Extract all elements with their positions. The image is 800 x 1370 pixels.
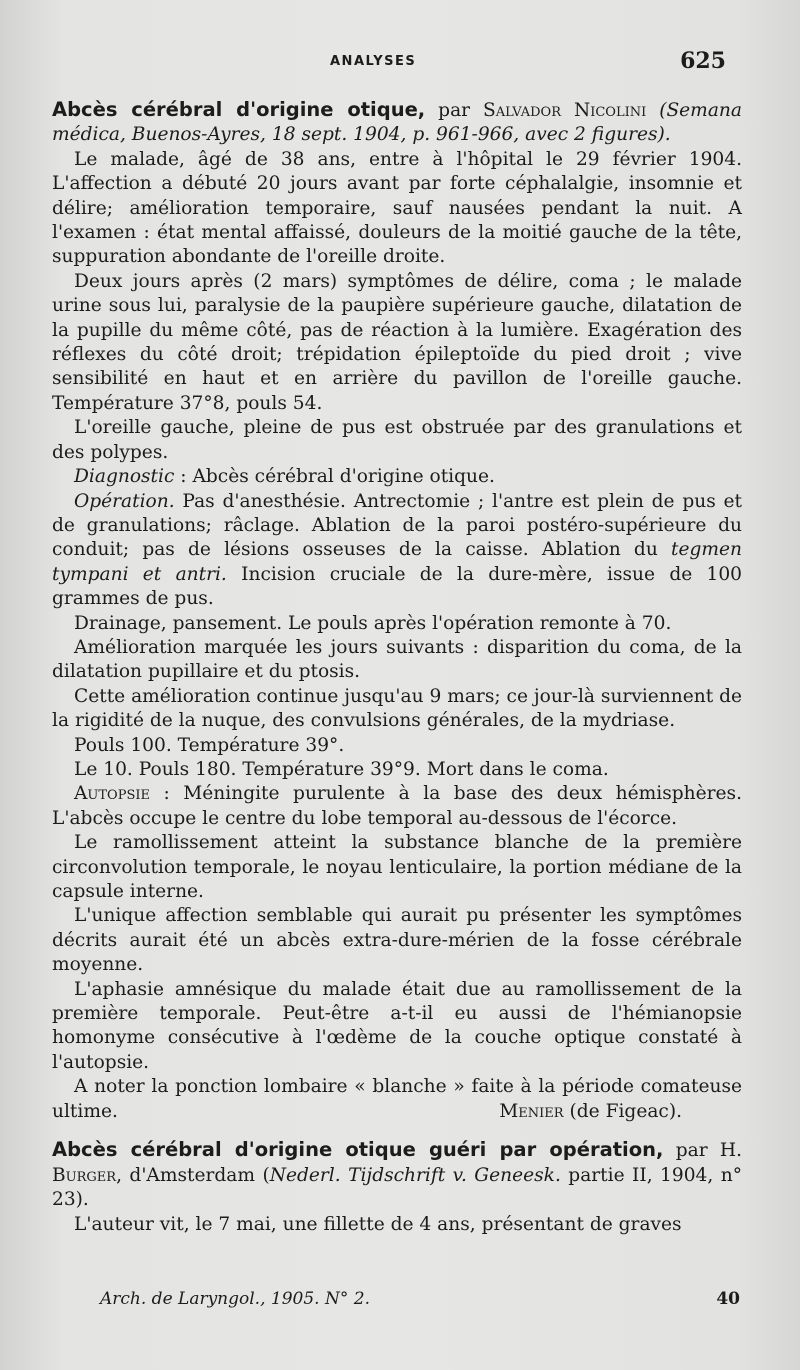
article-1-title: Abcès cérébral d'origine otique, [52,98,426,121]
article-1-heading [52,98,742,148]
operation-label: Opération. [74,490,175,512]
paragraph: Le 10. Pouls 180. Température 39°9. Mort dans le coma. [74,758,609,780]
article-2-heading [52,1138,742,1212]
paragraph: Cette amélioration continue jusqu'au 9 mars; ce jour-là surviennent de la rigidité de la nuque, des convulsions générales, de la mydriase. [52,685,742,732]
paragraph: Drainage, pansement. Le pouls après l'opération remonte à 70. [74,612,672,634]
article-1-by: par [438,100,471,121]
operation-text: Pas d'anesthésie. Antrectomie ; l'antre est plein de pus et de granulations; râclage. Ablation de la paroi postéro-supérieure du conduit; pas de lésions osseuses de la caisse. Ablation du [52,490,742,561]
operation-text-end: Incision cruciale de la dure-mère, issue de 100 grammes de pus. [52,563,743,610]
paragraph: A noter la ponction lombaire « blanche » faite à la période comateuse ultime. [52,1076,742,1122]
section-gap [52,1124,742,1138]
paragraph: Amélioration marquée les jours suivants : disparition du coma, de la dilatation pupillaire et du ptosis. [52,636,742,683]
diagnostic-paragraph [52,465,742,489]
article-1-author: Salvador Nicolini [483,100,647,121]
paragraph: Pouls 100. Température 39°. [74,734,345,756]
autopsie-label: Autopsie [74,783,150,805]
article-2-journal: Nederl. Tijdschrift v. Geneesk. [269,1164,561,1186]
article-2-source-end: partie II, 1904, n° 23). [52,1164,742,1211]
running-head-title: ANALYSES [330,54,417,69]
article-2-author: Burger [52,1164,117,1186]
body-text [52,98,742,1237]
article-2-source: , d'Amsterdam ( [116,1164,270,1186]
paragraph: Le malade, âgé de 38 ans, entre à l'hôpital le 29 février 1904. L'affection a débuté 20 jours avant par forte céphalalgie, insomnie et délire; amélioration temporaire, sauf nausées pendant la nuit. A l'examen : état mental affaissé, douleurs de la moitié gauche de la tête, suppuration abondante de l'oreille droite. [52,148,742,268]
article-2-title: Abcès cérébral d'origine otique guéri par opération, [52,1138,664,1162]
paragraph: L'aphasie amnésique du malade était due au ramollissement de la première temporale. Peut-être a-t-il eu aussi de l'hémianopsie homonyme consécutive à l'œdème de la couche optique constaté à l'autopsie. [52,978,742,1073]
signature-place: (de Figeac). [563,1101,682,1123]
signature-name: Menier [499,1101,564,1123]
paragraph: L'auteur vit, le 7 mai, une fillette de 4 ans, présentant de graves [74,1213,682,1235]
article-1-source: (Semana médica, Buenos-Ayres, 18 sept. 1904, p. 961-966, avec 2 figures). [52,100,742,146]
footer-journal: Arch. de Laryngol., 1905. N° 2. [100,1289,370,1309]
article-1-signature [52,1100,742,1124]
operation-paragraph [52,490,742,612]
running-head [60,48,752,78]
paragraph: L'oreille gauche, pleine de pus est obstruée par des granulations et des polypes. [52,417,742,463]
signature-number: 40 [716,1289,740,1309]
autopsie-text: : Méningite purulente à la base des deux hémisphères. L'abcès occupe le centre du lobe temporal au-dessous de l'écorce. [52,783,742,829]
autopsie-paragraph [52,782,742,831]
page-footer [100,1289,740,1309]
page-number: 625 [680,48,726,74]
paragraph: Deux jours après (2 mars) symptômes de délire, coma ; le malade urine sous lui, paralysie de la paupière supérieure gauche, dilatation de la pupille du même côté, pas de réaction à la lumière. Exagération des réflexes du côté droit; trépidation épileptoïde du pied droit ; vive sensibilité en haut et en arrière du pavillon de l'oreille gauche. Température 37°8, pouls 54. [52,270,742,414]
paragraph: L'unique affection semblable qui aurait pu présenter les symptômes décrits aurait été un abcès extra-dure-mérien de la fosse cérébrale moyenne. [52,905,742,976]
operation-italic: tegmen tympani et antri. [52,539,742,585]
paragraph: Le ramollissement atteint la substance blanche de la première circonvolution temporale, le noyau lenticulaire, la portion médiane de la capsule interne. [52,832,742,902]
diagnostic-label: Diagnostic [74,466,175,488]
article-2-by: par H. [675,1140,742,1162]
diagnostic-text: : Abcès cérébral d'origine otique. [174,466,495,488]
